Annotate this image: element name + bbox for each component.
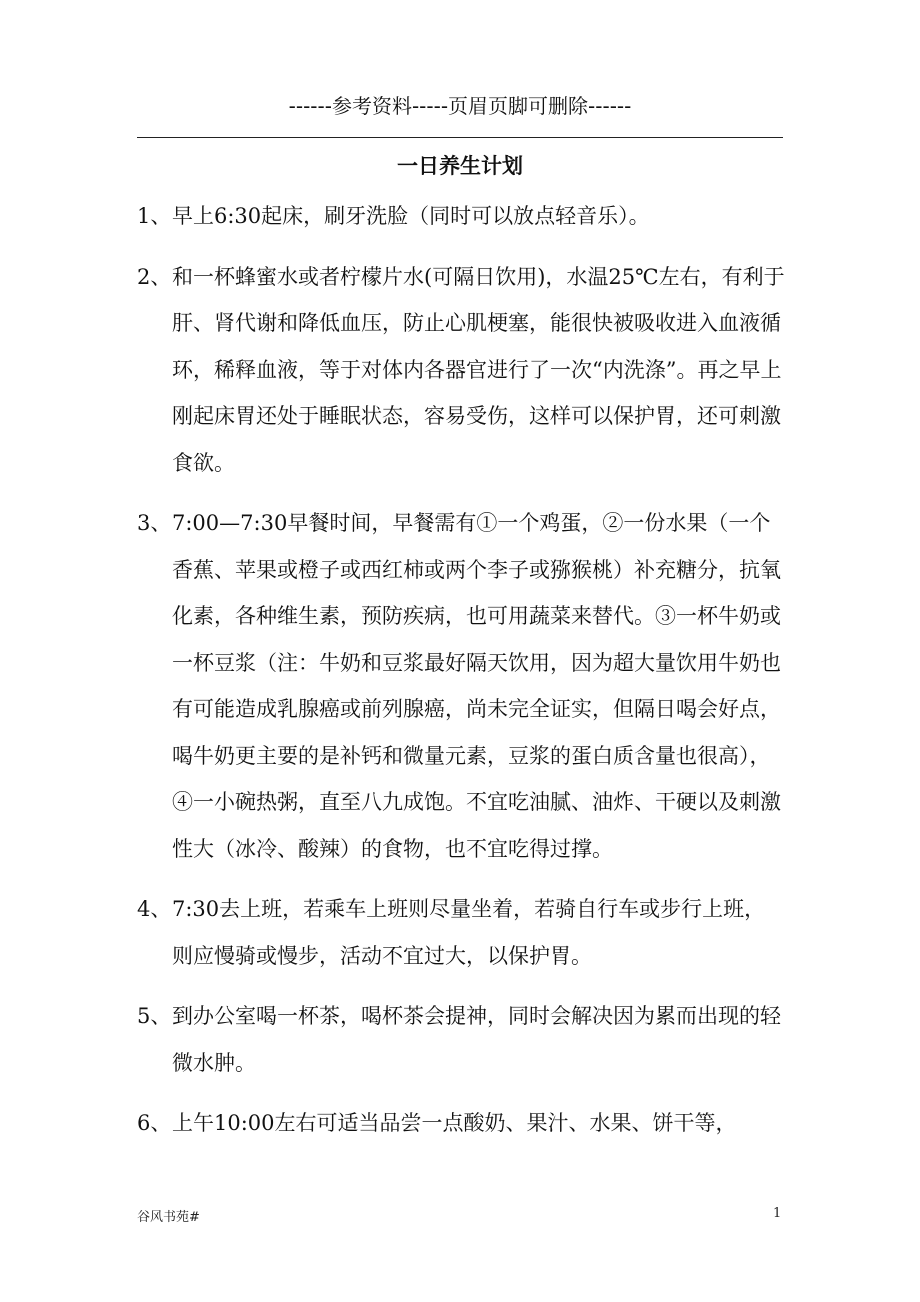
- list-item: [137, 886, 785, 979]
- item-text: 上午10:00左右可适当品尝一点酸奶、果汁、水果、饼干等，: [172, 1111, 737, 1135]
- item-text: 到办公室喝一杯茶，喝杯茶会提神，同时会解决因为累而出现的轻微水肿。: [172, 1004, 781, 1075]
- list-item: [137, 193, 785, 240]
- item-number: 4、: [137, 897, 172, 921]
- footer-label: 谷风书苑#: [137, 1210, 200, 1225]
- item-number: 5、: [137, 1004, 172, 1028]
- item-number: 2、: [137, 264, 172, 289]
- header-divider: [137, 137, 783, 138]
- list-item: [137, 500, 785, 872]
- item-number: 6、: [137, 1111, 172, 1135]
- item-text: 7:30去上班，若乘车上班则尽量坐着，若骑自行车或步行上班，则应慢骑或慢步，活动不宜过大，以保护胃。: [172, 897, 766, 968]
- list-item: [137, 993, 785, 1086]
- document-title: 一日养生计划: [397, 154, 523, 178]
- item-number: 3、: [137, 511, 172, 535]
- list-item: [137, 254, 785, 487]
- item-text: 7:00—7:30早餐时间，早餐需有①一个鸡蛋，②一份水果（一个香蕉、苹果或橙子或西红柿或两个李子或猕猴桃）补充糖分，抗氧化素，各种维生素，预防疾病，也可用蔬菜来替代。③一杯牛奶或一杯豆浆（注：牛奶和豆浆最好隔天饮用，因为超大量饮用牛奶也有可能造成乳腺癌或前列腺癌，尚未完全证实，但隔日喝会好点，喝牛奶更主要的是补钙和微量元素，豆浆的蛋白质含量也很高），④一小碗热粥，直至八九成饱。不宜吃油腻、油炸、干硬以及刺激性大（冰冷、酸辣）的食物，也不宜吃得过撑。: [172, 511, 781, 861]
- item-text: 和一杯蜂蜜水或者柠檬片水(可隔日饮用)，水温25℃左右，有利于肝、肾代谢和降低血压，防止心肌梗塞，能很快被吸收进入血液循环，稀释血液，等于对体内各器官进行了一次“内洗涤”。再之早上刚起床胃还处于睡眠状态，容易受伤，这样可以保护胃，还可刺激食欲。: [172, 264, 785, 475]
- item-text: 早上6:30起床，刷牙洗脸（同时可以放点轻音乐）。: [172, 204, 650, 228]
- item-number: 1、: [137, 204, 172, 228]
- page-number: 1: [773, 1206, 782, 1221]
- document-body: [137, 193, 785, 1161]
- page-header: ------参考资料-----页眉页脚可删除------: [288, 94, 632, 118]
- list-item: [137, 1100, 785, 1147]
